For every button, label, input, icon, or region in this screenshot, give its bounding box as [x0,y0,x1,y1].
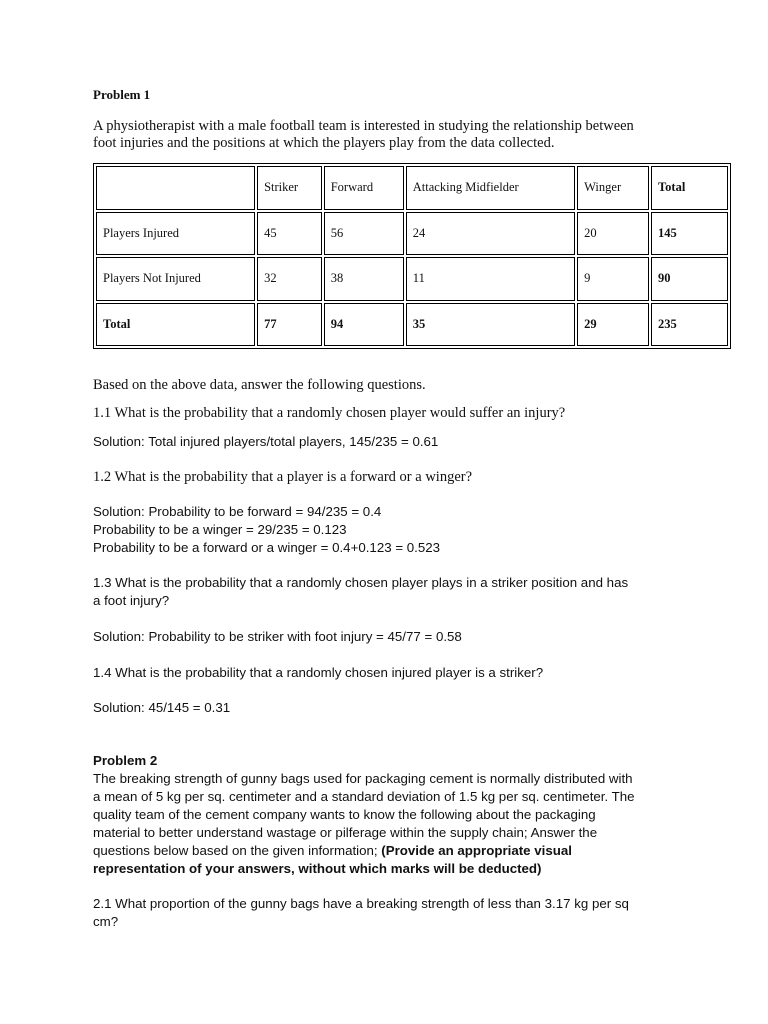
question-2-1 [93,895,629,931]
table-cell: 32 [257,257,322,301]
question-1-3-line2: a foot injury? [93,593,170,608]
table-header-row [96,166,728,210]
question-1-1: 1.1 What is the probability that a randomly chosen player would suffer an injury? [93,405,566,421]
table-cell: 20 [577,212,649,256]
question-1-2: 1.2 What is the probability that a player is a forward or a winger? [93,469,473,485]
table-cell-total: 145 [651,212,728,256]
solution-1-2-line2: Probability to be a winger = 29/235 = 0.123 [93,522,347,537]
table-header-cell: Forward [324,166,404,210]
table-row-label: Total [96,303,255,347]
problem1-intro [93,118,693,152]
table-cell: 94 [324,303,404,347]
problem1-intro-line2: foot injuries and the positions at which the players play from the data collected. [93,135,555,151]
table-cell: 9 [577,257,649,301]
injury-table [93,163,731,349]
problem2-line3: quality team of the cement company wants to know the following about the packaging [93,807,596,822]
problem2-line1: The breaking strength of gunny bags used for packaging cement is normally distributed with [93,771,633,786]
problem2-line6: representation of your answers, without which marks will be deducted) [93,861,542,876]
table-header-cell: Winger [577,166,649,210]
problem2-line4: material to better understand wastage or pilferage within the supply chain; Answer the [93,825,598,840]
table-cell: 38 [324,257,404,301]
problem1-intro-line1: A physiotherapist with a male football team is interested in studying the relationship between [93,118,634,134]
table-cell: 77 [257,303,322,347]
table-header-cell: Total [651,166,728,210]
table-total-row [96,303,728,347]
problem2-line5 [93,842,693,860]
table-header-cell: Striker [257,166,322,210]
problem2-body [93,770,693,878]
question-1-3-line1: 1.3 What is the probability that a randomly chosen player plays in a striker position and has [93,575,629,590]
problem2-line2: a mean of 5 kg per sq. centimeter and a standard deviation of 1.5 kg per sq. centimeter. The [93,789,635,804]
table-cell-total: 90 [651,257,728,301]
question-1-4: 1.4 What is the probability that a randomly chosen injured player is a striker? [93,665,544,680]
table-header-cell [96,166,255,210]
table-cell: 56 [324,212,404,256]
table-row [96,212,728,256]
problem2-title: Problem 2 [93,753,158,768]
table-row-label: Players Not Injured [96,257,255,301]
problem2-line5-bold: (Provide an appropriate visual [381,843,572,858]
solution-1-1: Solution: Total injured players/total players, 145/235 = 0.61 [93,434,439,449]
table-header-cell: Attacking Midfielder [406,166,575,210]
table-cell: 45 [257,212,322,256]
table-cell: 24 [406,212,575,256]
problem1-title: Problem 1 [93,87,151,102]
table-cell: 35 [406,303,575,347]
table-cell-total: 235 [651,303,728,347]
solution-1-2 [93,503,440,557]
question-1-3 [93,574,628,610]
table-cell: 11 [406,257,575,301]
table-row [96,257,728,301]
problem1-lead: Based on the above data, answer the following questions. [93,377,426,393]
question-2-1-line1: 2.1 What proportion of the gunny bags have a breaking strength of less than 3.17 kg per sq [93,896,629,911]
table-cell: 29 [577,303,649,347]
solution-1-3: Solution: Probability to be striker with foot injury = 45/77 = 0.58 [93,629,462,644]
problem2-line5-plain: questions below based on the given information; [93,843,382,858]
solution-1-4: Solution: 45/145 = 0.31 [93,700,231,715]
question-2-1-line2: cm? [93,914,119,929]
table-row-label: Players Injured [96,212,255,256]
solution-1-2-line1: Solution: Probability to be forward = 94/235 = 0.4 [93,504,382,519]
solution-1-2-line3: Probability to be a forward or a winger = 0.4+0.123 = 0.523 [93,540,441,555]
